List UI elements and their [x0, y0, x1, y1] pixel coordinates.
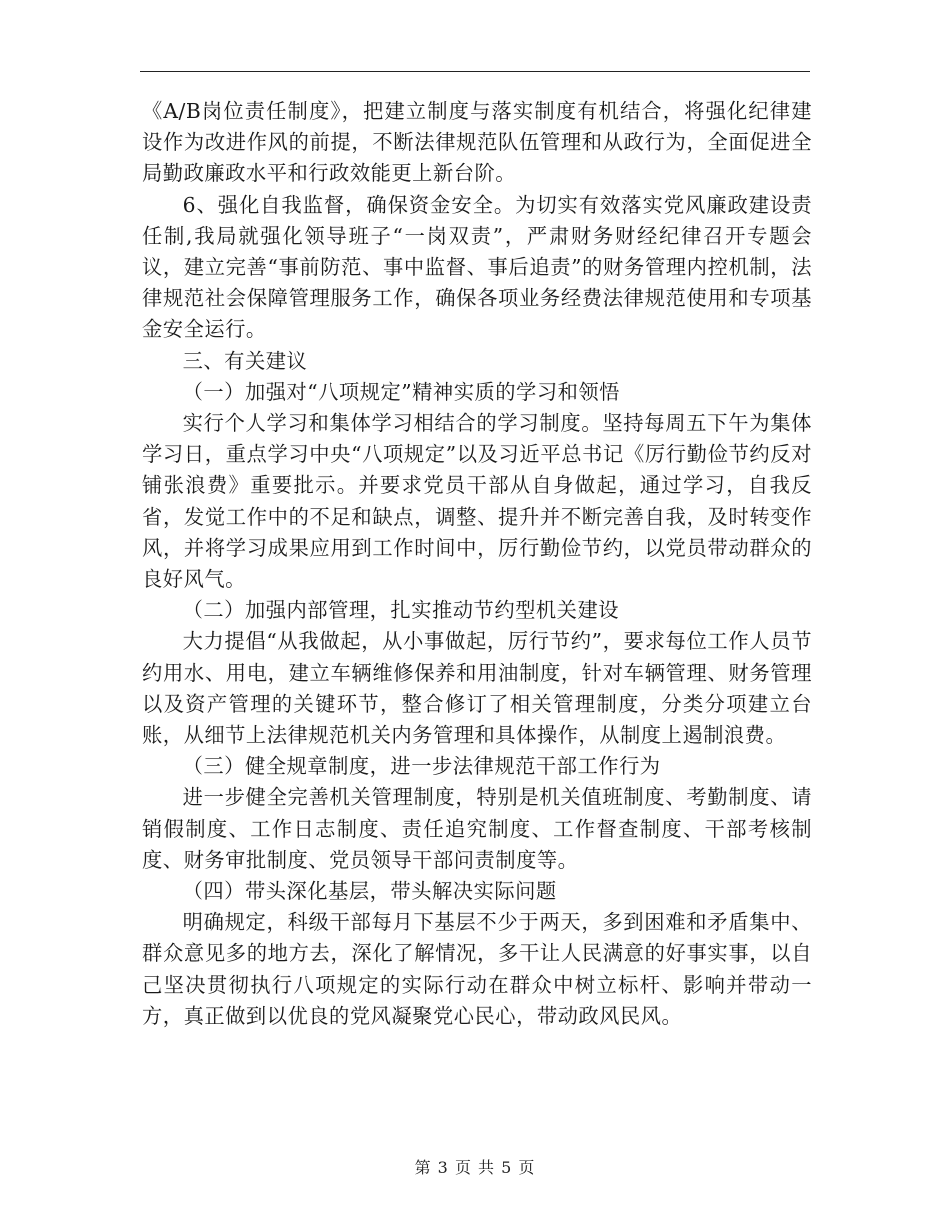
section-heading-suggestions: 三、有关建议: [182, 348, 308, 373]
paragraph-rules-system: 进一步健全完善机关管理制度，特别是机关值班制度、考勤制度、请销假制度、工作日志制度、责任追究制度、工作督查制度、干部考核制度、财务审批制度、党员领导干部问责制度等。: [142, 785, 812, 872]
paragraph-internal-management: 大力提倡“从我做起，从小事做起，厉行节约”，要求每位工作人员节约用水、用电，建立车辆维修保养和用油制度，针对车辆管理、财务管理以及资产管理的关键环节，整合修订了相关管理制度，分类分项建立台账，从细节上法律规范机关内务管理和具体操作，从制度上遏制浪费。: [142, 629, 812, 748]
paragraph-item-6: 6、强化自我监督，确保资金安全。为切实有效落实党风廉政建设责任制,我局就强化领导班子“一岗双责”，严肃财务财经纪律召开专题会议，建立完善“事前防范、事中监督、事后追责”的财务管理内控机制，法律规范社会保障管理服务工作，确保各项业务经费法律规范使用和专项基金安全运行。: [142, 192, 812, 342]
document-body: [142, 96, 812, 1032]
header-divider: [140, 71, 810, 72]
paragraph-grassroots: 明确规定，科级干部每月下基层不少于两天，多到困难和矛盾集中、群众意见多的地方去，深化了解情况，多干让人民满意的好事实事，以自己坚决贯彻执行八项规定的实际行动在群众中树立标杆、影响并带动一方，真正做到以优良的党风凝聚党心民心，带动政风民风。: [142, 910, 812, 1028]
subheading-1: （一）加强对“八项规定”精神实质的学习和领悟: [182, 379, 620, 404]
subheading-4: （四）带头深化基层，带头解决实际问题: [182, 879, 557, 904]
page-number: 第 3 页 共 5 页: [414, 1158, 536, 1177]
subheading-2: （二）加强内部管理，扎实推动节约型机关建设: [182, 598, 620, 623]
subheading-3: （三）健全规章制度，进一步法律规范干部工作行为: [182, 754, 661, 779]
paragraph-continuation: 《A/B岗位责任制度》，把建立制度与落实制度有机结合，将强化纪律建设作为改进作风的前提，不断法律规范队伍管理和从政行为，全面促进全局勤政廉政水平和行政效能更上新台阶。: [142, 99, 812, 186]
paragraph-study-system: 实行个人学习和集体学习相结合的学习制度。坚持每周五下午为集体学习日，重点学习中央“八项规定”以及习近平总书记《厉行勤俭节约反对铺张浪费》重要批示。并要求党员干部从自身做起，通过学习，自我反省，发觉工作中的不足和缺点，调整、提升并不断完善自我，及时转变作风，并将学习成果应用到工作时间中，厉行勤俭节约，以党员带动群众的良好风气。: [142, 411, 812, 592]
